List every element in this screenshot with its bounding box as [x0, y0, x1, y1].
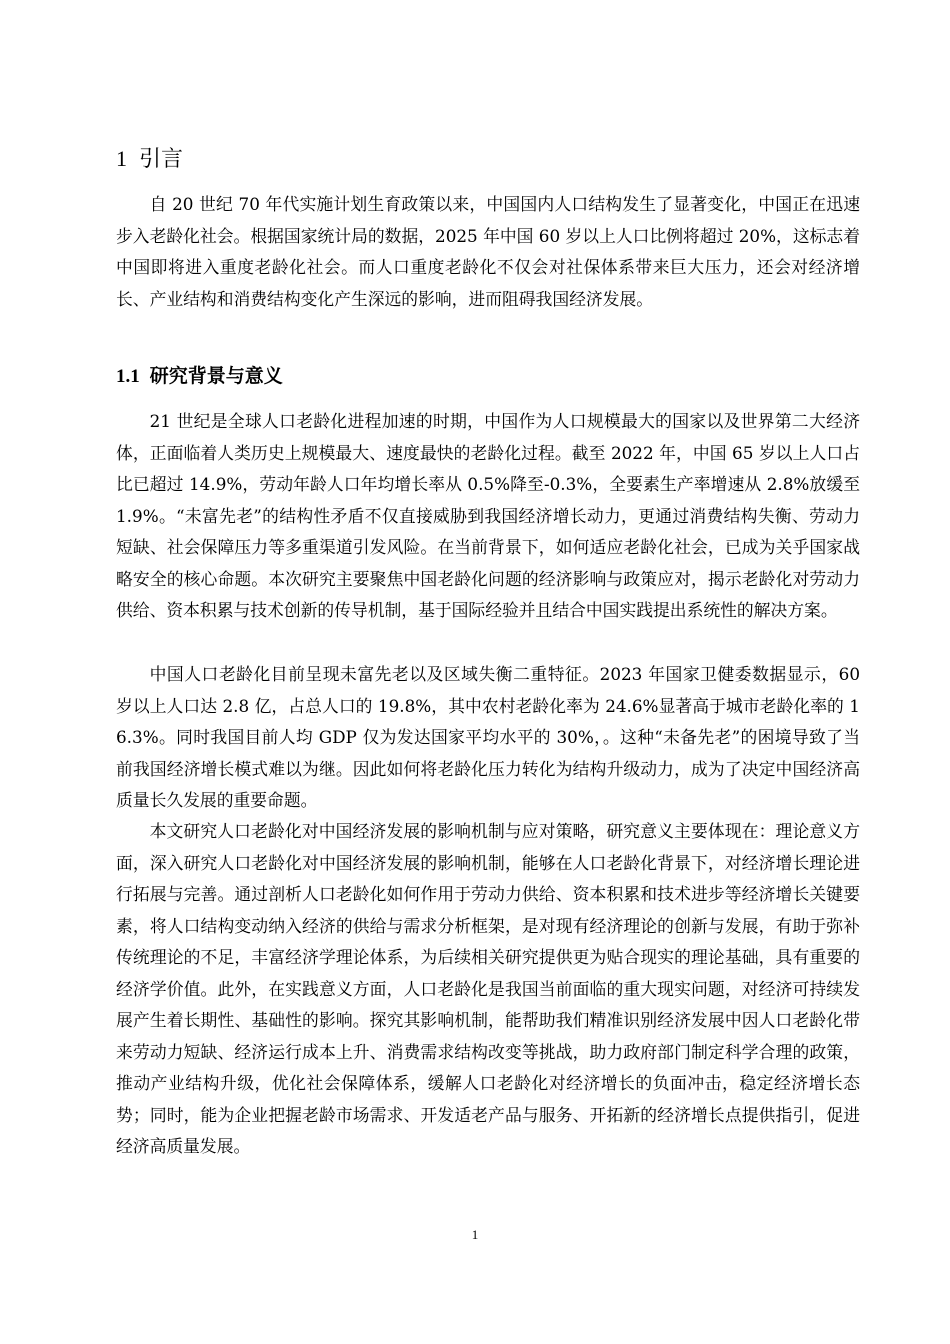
subsection-title: 研究背景与意义 — [149, 365, 283, 387]
paragraph-intro: 自 20 世纪 70 年代实施计划生育政策以来，中国国内人口结构发生了显著变化，中国正在迅速步入老龄化社会。根据国家统计局的数据，2025 年中国 60 岁以上人口比例将超过 20%，这标志着中国即将进入重度老龄化社会。而人口重度老龄化不仅会对社保体系带来巨大压力，还会对经济增长、产业结构和消费结构变化产生深远的影响，进而阻碍我国经济发展。 — [116, 194, 860, 309]
paragraph-significance: 本文研究人口老龄化对中国经济发展的影响机制与应对策略，研究意义主要体现在：理论意义方面，深入研究人口老龄化对中国经济发展的影响机制，能够在人口老龄化背景下，对经济增长理论进行拓展与完善。通过剖析人口老龄化如何作用于劳动力供给、资本积累和技术进步等经济增长关键要素，将人口结构变动纳入经济的供给与需求分析框架，是对现有经济理论的创新与发展，有助于弥补传统理论的不足，丰富经济学理论体系，为后续相关研究提供更为贴合现实的理论基础，具有重要的经济学价值。此外，在实践意义方面，人口老龄化是我国当前面临的重大现实问题，对经济可持续发展产生着长期性、基础性的影响。探究其影响机制，能帮助我们精准识别经济发展中因人口老龄化带来劳动力短缺、经济运行成本上升、消费需求结构改变等挑战，助力政府部门制定科学合理的政策，推动产业结构升级，优化社会保障体系，缓解人口老龄化对经济增长的负面冲击，稳定经济增长态势；同时，能为企业把握老龄市场需求、开发适老产品与服务、开拓新的经济增长点提供指引，促进经济高质量发展。 — [116, 821, 860, 1156]
page-number: 1 — [471, 1227, 479, 1242]
subsection-heading — [116, 362, 283, 391]
paragraph-background: 21 世纪是全球人口老龄化进程加速的时期，中国作为人口规模最大的国家以及世界第二大经济体，正面临着人类历史上规模最大、速度最快的老龄化过程。截至 2022 年，中国 65 岁以上人口占比已超过 14.9%，劳动年龄人口年均增长率从 0.5%降至-0.3%，全要素生产率增速从 2.8%放缓至 1.9%。“未富先老”的结构性矛盾不仅直接威胁到我国经济增长动力，更通过消费结构失衡、劳动力短缺、社会保障压力等多重渠道引发风险。在当前背景下，如何适应老龄化社会，已成为关乎国家战略安全的核心命题。本次研究主要聚焦中国老龄化问题的经济影响与政策应对，揭示老龄化对劳动力供给、资本积累与技术创新的传导机制，基于国际经验并且结合中国实践提出系统性的解决方案。 — [116, 411, 860, 620]
subsection-number: 1.1 — [116, 366, 140, 387]
section-title: 引言 — [139, 147, 184, 172]
section-heading — [116, 144, 183, 175]
section-number: 1 — [116, 146, 127, 171]
paragraph-characteristics: 中国人口老龄化目前呈现未富先老以及区域失衡二重特征。2023 年国家卫健委数据显示，60 岁以上人口达 2.8 亿，占总人口的 19.8%，其中农村老龄化率为 24.6%显著高于城市老龄化率的 16.3%。同时我国目前人均 GDP 仅为发达国家平均水平的 30%，。这种“未备先老”的困境导致了当前我国经济增长模式难以为继。因此如何将老龄化压力转化为结构升级动力，成为了决定中国经济高质量长久发展的重要命题。 — [116, 664, 860, 810]
